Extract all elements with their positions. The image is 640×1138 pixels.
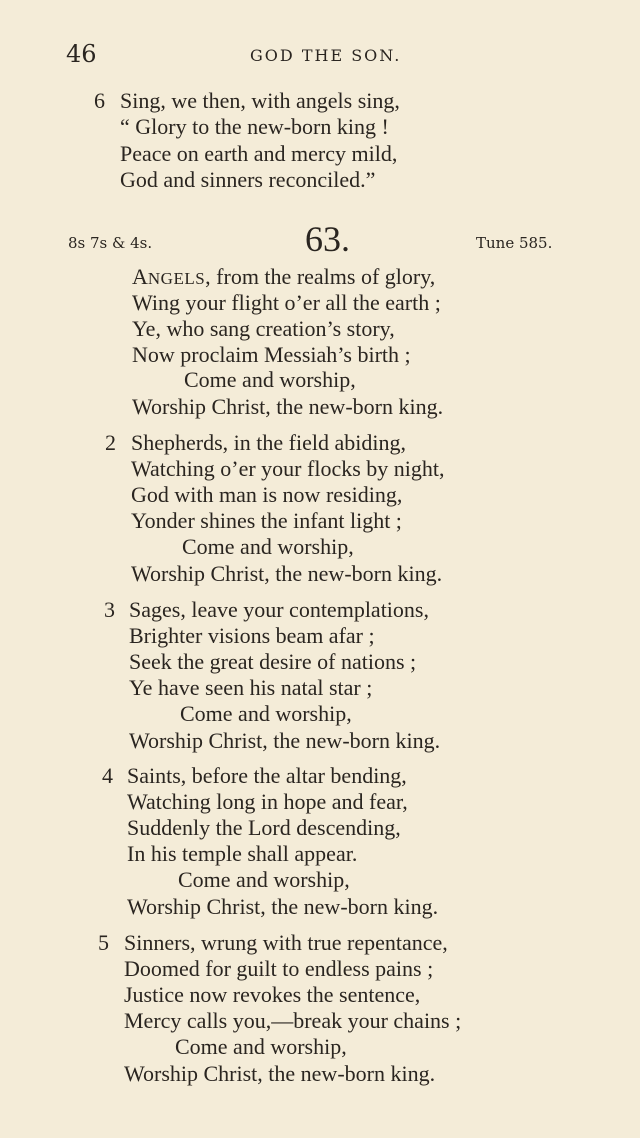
- verse-line: Peace on earth and mercy mild,: [120, 141, 398, 166]
- verse-line: Suddenly the Lord descending,: [127, 815, 401, 840]
- verse-number: 5: [98, 930, 109, 955]
- verse-line: “ Glory to the new-born king !: [120, 114, 389, 139]
- verse-number: 4: [102, 763, 113, 788]
- verse-line: Sages, leave your contemplations,: [129, 597, 429, 622]
- hymn-tune: Tune 585.: [476, 234, 553, 252]
- verse-line: Justice now revokes the sentence,: [124, 982, 421, 1007]
- verse-line: Shepherds, in the field abiding,: [131, 430, 406, 455]
- verse-line: Mercy calls you,—break your chains ;: [124, 1008, 462, 1033]
- verse-line: Saints, before the altar bending,: [127, 763, 407, 788]
- refrain-line: Come and worship,: [184, 367, 356, 392]
- refrain-line: Worship Christ, the new-born king.: [127, 894, 439, 919]
- hymn-number: 63.: [305, 219, 350, 259]
- refrain-line: Come and worship,: [180, 701, 352, 726]
- refrain-line: Come and worship,: [175, 1034, 347, 1059]
- verse-line: Ye, who sang creation’s story,: [132, 316, 395, 341]
- refrain-line: Worship Christ, the new-born king.: [132, 394, 444, 419]
- verse-line-tail: , from the realms of glory,: [205, 264, 436, 289]
- verse-number: 3: [104, 597, 115, 622]
- running-title: GOD THE SON.: [250, 46, 402, 65]
- verse-line: Yonder shines the infant light ;: [131, 508, 402, 533]
- refrain-line: Worship Christ, the new-born king.: [124, 1061, 436, 1086]
- verse-line: Wing your flight o’er all the earth ;: [132, 290, 441, 315]
- verse-line: Watching o’er your flocks by night,: [131, 456, 445, 481]
- refrain-line: Come and worship,: [178, 867, 350, 892]
- refrain-line: Come and worship,: [182, 534, 354, 559]
- verse-line: Ye have seen his natal star ;: [129, 675, 373, 700]
- verse-line: Sing, we then, with angels sing,: [120, 88, 400, 113]
- refrain-line: Worship Christ, the new-born king.: [131, 561, 443, 586]
- verse-line: Now proclaim Messiah’s birth ;: [132, 342, 411, 367]
- verse-line: Seek the great desire of nations ;: [129, 649, 417, 674]
- verse-number: 2: [105, 430, 116, 455]
- verse-number: 6: [94, 88, 105, 113]
- drop-cap: A: [132, 264, 148, 289]
- verse-line: Watching long in hope and fear,: [127, 789, 408, 814]
- hymn-meter: 8s 7s & 4s.: [68, 234, 153, 252]
- verse-first-line: [132, 264, 435, 292]
- small-caps-word: NGELS: [147, 269, 206, 288]
- verse-line: Doomed for guilt to endless pains ;: [124, 956, 434, 981]
- refrain-line: Worship Christ, the new-born king.: [129, 728, 441, 753]
- verse-line: Brighter visions beam afar ;: [129, 623, 375, 648]
- verse-line: God and sinners reconciled.”: [120, 167, 376, 192]
- verse-line: Sinners, wrung with true repentance,: [124, 930, 448, 955]
- page-number: 46: [66, 40, 97, 68]
- verse-line: God with man is now residing,: [131, 482, 403, 507]
- verse-line: In his temple shall appear.: [127, 841, 358, 866]
